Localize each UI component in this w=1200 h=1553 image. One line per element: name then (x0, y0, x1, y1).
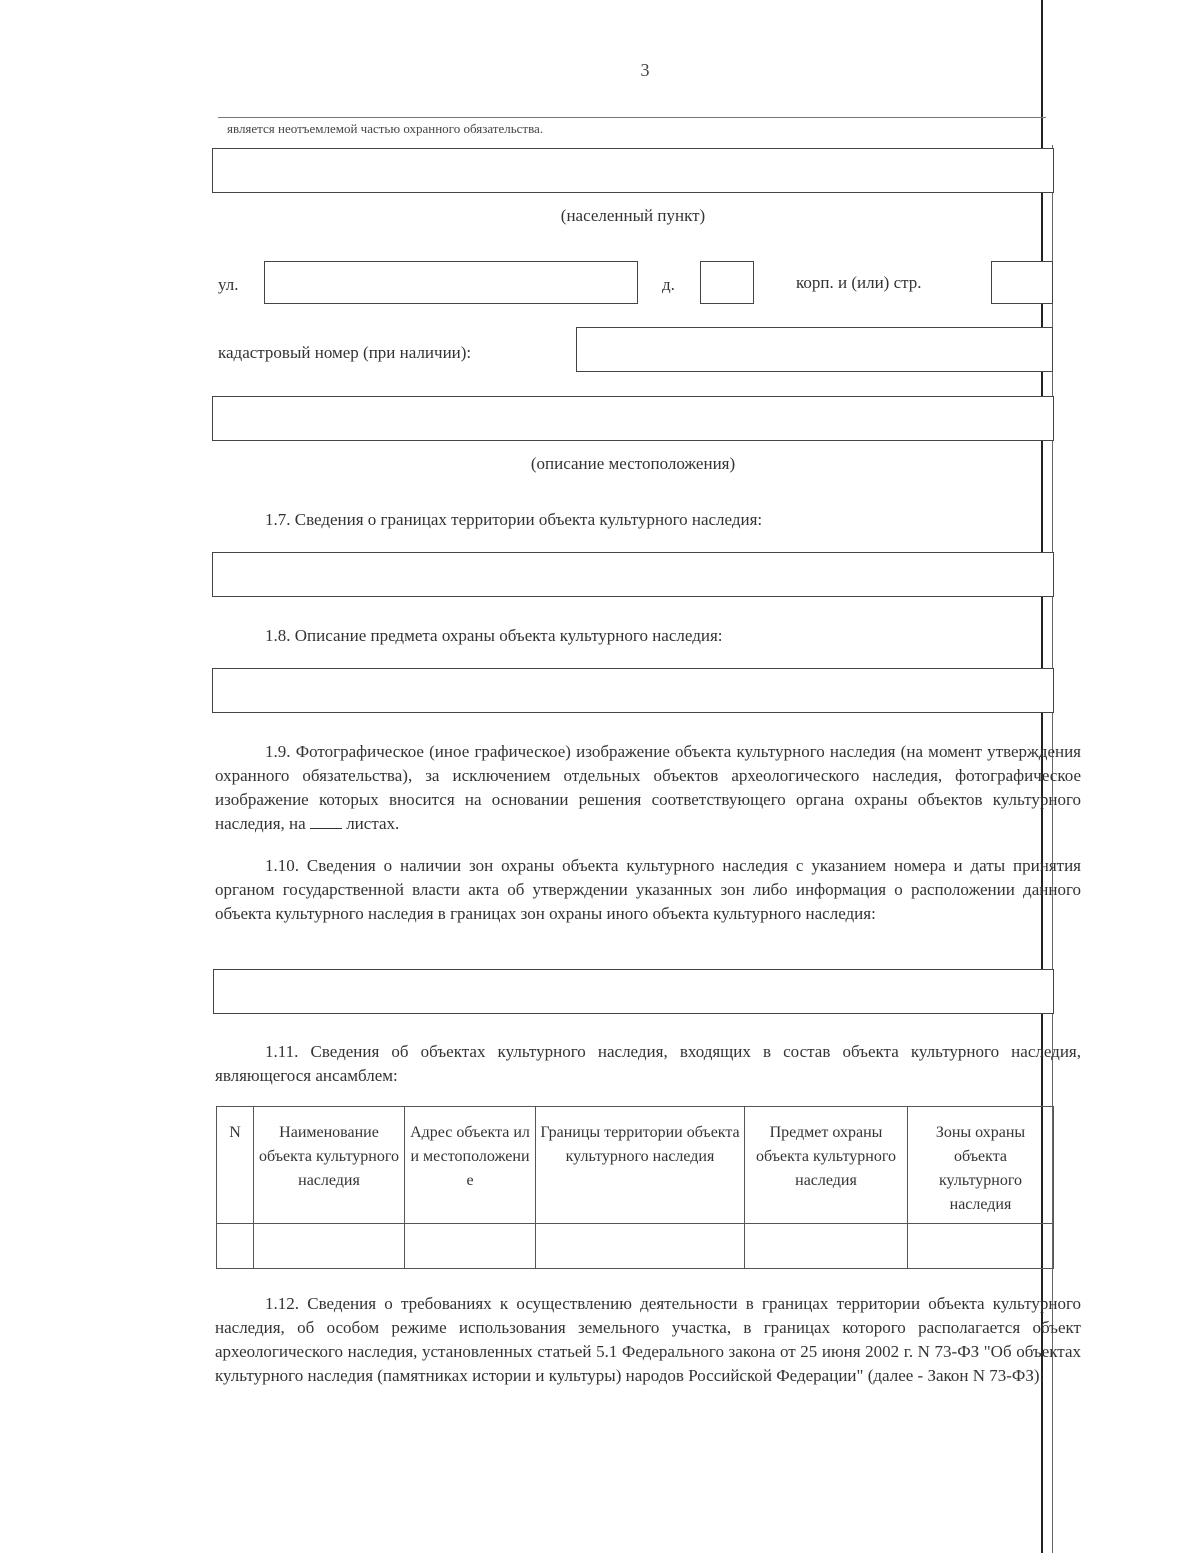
cadastral-label: кадастровый номер (при наличии): (218, 343, 472, 362)
table-header-row (217, 1107, 1054, 1224)
street-input[interactable] (264, 261, 638, 304)
building-label: корп. и (или) стр. (796, 273, 922, 292)
section-1-11-paragraph (215, 1040, 1081, 1088)
table-cell[interactable] (536, 1224, 745, 1269)
section-1-12-paragraph (215, 1292, 1081, 1388)
col-subject-header: Предмет охраны объекта культурного наследия (745, 1107, 908, 1224)
table-cell[interactable] (254, 1224, 405, 1269)
section-1-7-heading: 1.7. Сведения о границах территории объекта культурного наследия: (265, 510, 763, 529)
section-1-9-text: 1.9. Фотографическое (иное графическое) изображение объекта культурного наследия (на момент утверждения охранного обязательства), за исключением отдельных объектов археологического наследия, фотографическое изображение которых вносится на основании решения соответствующего органа охраны объектов культурного наследия, на (215, 742, 1081, 833)
section-1-10-paragraph (215, 854, 1081, 926)
section-1-11-text: 1.11. Сведения об объектах культурного наследия, входящих в состав объекта культурного наследия, являющегося ансамблем: (215, 1042, 1081, 1085)
top-note: является неотъемлемой частью охранного обязательства. (227, 121, 544, 136)
table-cell[interactable] (908, 1224, 1054, 1269)
col-address-header: Адрес объекта или местоположение (405, 1107, 536, 1224)
section-1-9-paragraph (215, 740, 1081, 836)
col-number-header: N (217, 1107, 254, 1224)
section-1-10-text: 1.10. Сведения о наличии зон охраны объекта культурного наследия с указанием номера и даты принятия органом государственной власти акта об утверждении указанных зон либо информация о расположении данного объекта культурного наследия в границах зон охраны иного объекта культурного наследия: (215, 856, 1081, 923)
section-1-8-heading: 1.8. Описание предмета охраны объекта культурного наследия: (265, 626, 723, 645)
table-cell[interactable] (405, 1224, 536, 1269)
protection-zones-input[interactable] (213, 969, 1054, 1014)
house-label: д. (662, 275, 675, 294)
table-cell[interactable] (745, 1224, 908, 1269)
street-label: ул. (218, 275, 239, 294)
protection-subject-input[interactable] (212, 668, 1054, 713)
location-caption: (описание местоположения) (530, 454, 736, 473)
house-input[interactable] (700, 261, 754, 304)
cadastral-input[interactable] (576, 327, 1053, 372)
ensemble-objects-table (216, 1106, 1054, 1269)
table-row (217, 1224, 1054, 1269)
section-1-12-text: 1.12. Сведения о требованиях к осуществлению деятельности в границах территории объекта культурного наследия, об особом режиме использования земельного участка, в границах которого располагается объект археологического наследия, установленных статьей 5.1 Федерального закона от 25 июня 2002 г. N 73-ФЗ "Об объектах культурного наследия (памятниках истории и культуры) народов Российской Федерации" (далее - Закон N 73-ФЗ): (215, 1294, 1081, 1385)
col-zones-header: Зоны охраны объекта культурного наследия (908, 1107, 1054, 1224)
settlement-input[interactable] (212, 148, 1054, 193)
page-number: 3 (640, 60, 650, 80)
top-rule (218, 117, 1046, 118)
building-input[interactable] (991, 261, 1053, 304)
location-input[interactable] (212, 396, 1054, 441)
settlement-caption: (населенный пункт) (560, 206, 706, 225)
sheet-count-blank[interactable] (310, 812, 342, 829)
territory-boundaries-input[interactable] (212, 552, 1054, 597)
section-1-9-end: листах. (346, 814, 400, 833)
table-cell[interactable] (217, 1224, 254, 1269)
col-name-header: Наименование объекта культурного наследия (254, 1107, 405, 1224)
col-boundaries-header: Границы территории объекта культурного наследия (536, 1107, 745, 1224)
